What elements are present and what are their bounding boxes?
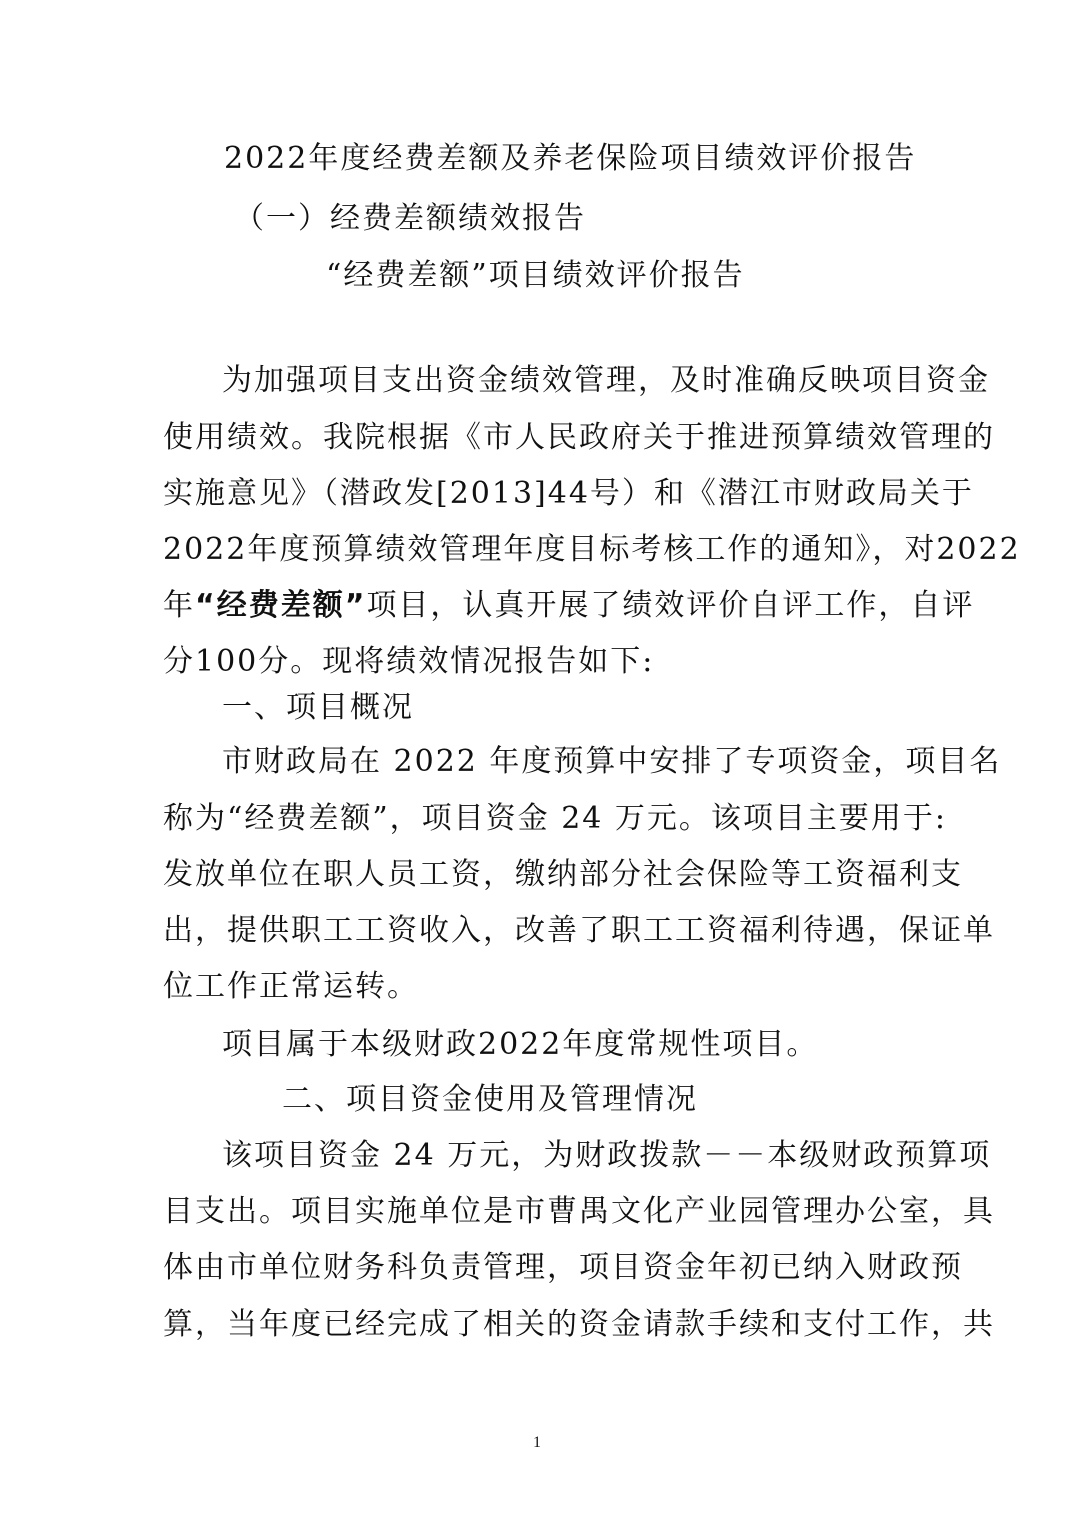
paragraph-line bbox=[163, 586, 975, 626]
paragraph-line: 称为“经费差额”，项目资金 24 万元。该项目主要用于: bbox=[163, 801, 948, 836]
paragraph-line: 目支出。项目实施单位是市曹禺文化产业园管理办公室，具 bbox=[163, 1194, 995, 1229]
paragraph-line: 分100分。现将绩效情况报告如下: bbox=[163, 644, 655, 679]
bold-project-name: “经费差额” bbox=[195, 588, 367, 623]
paragraph-line: 出，提供职工工资收入，改善了职工工资福利待遇，保证单 bbox=[163, 913, 995, 948]
section-heading: 二、项目资金使用及管理情况 bbox=[282, 1082, 698, 1117]
paragraph-line: 为加强项目支出资金绩效管理，及时准确反映项目资金 bbox=[222, 363, 990, 398]
paragraph-line: 使用绩效。我院根据《市人民政府关于推进预算绩效管理的 bbox=[163, 420, 995, 455]
paragraph-line: 体由市单位财务科负责管理，项目资金年初已纳入财政预 bbox=[163, 1250, 963, 1285]
paragraph-text: 项目，认真开展了绩效评价自评工作，自评 bbox=[366, 588, 975, 623]
paragraph-line: 实施意见》（潜政发[2013]44号）和《潜江市财政局关于 bbox=[163, 476, 974, 511]
report-title: “经费差额”项目绩效评价报告 bbox=[326, 258, 745, 293]
paragraph-line: 发放单位在职人员工资，缴纳部分社会保险等工资福利支 bbox=[163, 857, 963, 892]
document-title: 2022年度经费差额及养老保险项目绩效评价报告 bbox=[224, 141, 917, 176]
section-subtitle: （一）经费差额绩效报告 bbox=[234, 201, 586, 236]
paragraph-line: 该项目资金 24 万元，为财政拨款－－本级财政预算项 bbox=[222, 1138, 992, 1173]
paragraph-line: 算，当年度已经完成了相关的资金请款手续和支付工作，共 bbox=[163, 1307, 995, 1342]
paragraph-line: 市财政局在 2022 年度预算中安排了专项资金，项目名 bbox=[222, 744, 1002, 779]
paragraph-line: 位工作正常运转。 bbox=[163, 969, 419, 1004]
paragraph-text: 年 bbox=[163, 588, 195, 623]
section-heading: 一、项目概况 bbox=[222, 690, 414, 725]
paragraph-line: 2022年度预算绩效管理年度目标考核工作的通知》，对2022 bbox=[163, 532, 1021, 567]
page-number: 1 bbox=[533, 1434, 541, 1451]
paragraph-line: 项目属于本级财政2022年度常规性项目。 bbox=[222, 1027, 819, 1062]
